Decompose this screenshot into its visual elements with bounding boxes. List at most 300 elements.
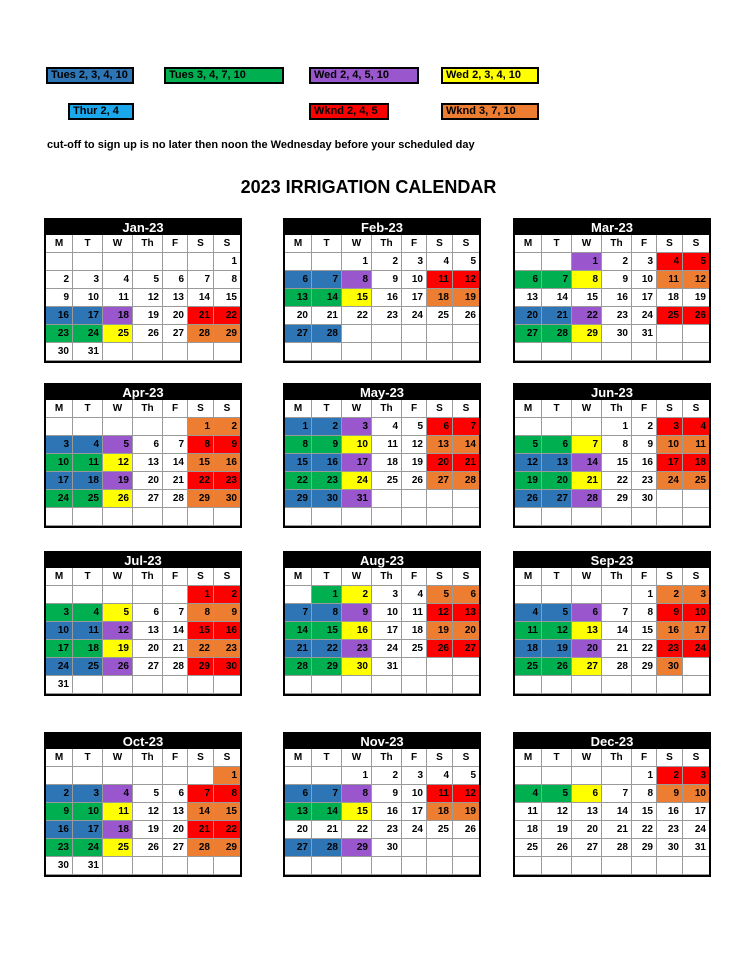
day-cell: 21: [188, 307, 214, 325]
day-cell: 11: [103, 803, 133, 821]
day-cell: [188, 857, 214, 875]
weekday-header: S: [683, 400, 709, 418]
day-cell: 25: [657, 307, 683, 325]
day-cell: 27: [163, 325, 188, 343]
weekday-header: S: [188, 235, 214, 253]
weekday-header: S: [214, 568, 240, 586]
day-cell: 2: [657, 586, 683, 604]
day-cell: [515, 418, 542, 436]
month-calendar: [513, 383, 711, 528]
day-cell: 22: [214, 821, 240, 839]
day-cell: 19: [453, 803, 479, 821]
day-cell: 14: [602, 622, 632, 640]
day-cell: 7: [542, 271, 572, 289]
day-cell: 24: [657, 472, 683, 490]
day-cell: 14: [285, 622, 312, 640]
day-cell: 6: [163, 785, 188, 803]
day-cell: 26: [453, 821, 479, 839]
day-cell: 28: [312, 839, 342, 857]
month-title: May-23: [285, 385, 479, 400]
day-cell: 26: [103, 658, 133, 676]
day-cell: 7: [312, 785, 342, 803]
day-cell: 14: [542, 289, 572, 307]
day-cell: 6: [572, 604, 602, 622]
day-cell: 20: [133, 640, 163, 658]
day-cell: 17: [657, 454, 683, 472]
day-cell: [602, 857, 632, 875]
day-cell: 24: [46, 490, 73, 508]
day-cell: 1: [188, 586, 214, 604]
day-cell: 27: [542, 490, 572, 508]
day-cell: 22: [572, 307, 602, 325]
day-cell: 2: [46, 785, 73, 803]
day-cell: 15: [214, 289, 240, 307]
day-cell: 25: [515, 839, 542, 857]
day-cell: [133, 767, 163, 785]
weekday-header: Th: [133, 568, 163, 586]
day-cell: [657, 676, 683, 694]
weekday-header: S: [214, 749, 240, 767]
day-cell: 28: [163, 658, 188, 676]
day-cell: [133, 676, 163, 694]
day-cell: 19: [103, 640, 133, 658]
day-cell: 9: [312, 436, 342, 454]
day-cell: 15: [632, 622, 657, 640]
day-cell: 6: [133, 604, 163, 622]
day-cell: 28: [312, 325, 342, 343]
day-cell: 16: [602, 289, 632, 307]
day-cell: 30: [214, 490, 240, 508]
day-cell: 13: [285, 289, 312, 307]
day-cell: [515, 343, 542, 361]
day-cell: 15: [214, 803, 240, 821]
day-cell: [342, 343, 372, 361]
day-cell: 26: [402, 472, 427, 490]
weekday-header: S: [214, 400, 240, 418]
day-cell: 6: [133, 436, 163, 454]
weekday-header: W: [103, 749, 133, 767]
day-cell: 10: [402, 271, 427, 289]
day-cell: 9: [657, 604, 683, 622]
day-cell: 28: [163, 490, 188, 508]
day-cell: [133, 586, 163, 604]
weekday-header: S: [453, 235, 479, 253]
weekday-header: M: [285, 749, 312, 767]
day-cell: 3: [372, 586, 402, 604]
day-cell: 22: [312, 640, 342, 658]
day-cell: [515, 508, 542, 526]
day-cell: 13: [133, 622, 163, 640]
month-title: Feb-23: [285, 220, 479, 235]
weekday-header: W: [572, 749, 602, 767]
weekday-header: M: [515, 568, 542, 586]
day-cell: 12: [402, 436, 427, 454]
day-cell: 13: [453, 604, 479, 622]
day-cell: 21: [163, 472, 188, 490]
day-cell: 27: [285, 839, 312, 857]
day-cell: [188, 676, 214, 694]
day-cell: 8: [632, 604, 657, 622]
day-cell: [602, 586, 632, 604]
day-cell: 17: [73, 821, 103, 839]
day-cell: [572, 767, 602, 785]
weekday-header: T: [542, 400, 572, 418]
day-cell: 12: [133, 289, 163, 307]
day-cell: 7: [188, 271, 214, 289]
day-cell: 8: [214, 271, 240, 289]
day-cell: 30: [602, 325, 632, 343]
day-cell: [285, 343, 312, 361]
day-cell: 1: [342, 767, 372, 785]
month-title: Aug-23: [285, 553, 479, 568]
day-cell: 25: [427, 821, 453, 839]
day-cell: 26: [515, 490, 542, 508]
day-cell: 7: [602, 604, 632, 622]
weekday-header: M: [46, 749, 73, 767]
day-cell: 11: [515, 622, 542, 640]
day-cell: [515, 676, 542, 694]
day-cell: [133, 418, 163, 436]
day-cell: [342, 508, 372, 526]
day-cell: [402, 857, 427, 875]
weekday-header: S: [657, 568, 683, 586]
legend-item: Tues 3, 4, 7, 10: [164, 67, 284, 84]
day-cell: 25: [73, 490, 103, 508]
day-cell: 23: [632, 472, 657, 490]
legend-item: Tues 2, 3, 4, 10: [46, 67, 134, 84]
day-cell: [285, 676, 312, 694]
day-cell: 13: [163, 803, 188, 821]
day-cell: 20: [515, 307, 542, 325]
day-cell: [683, 658, 709, 676]
day-cell: 20: [542, 472, 572, 490]
weekday-header: S: [453, 568, 479, 586]
day-cell: 24: [402, 307, 427, 325]
day-cell: 31: [632, 325, 657, 343]
day-cell: [73, 418, 103, 436]
day-cell: 29: [285, 490, 312, 508]
day-cell: [402, 658, 427, 676]
day-cell: [572, 343, 602, 361]
day-cell: 13: [515, 289, 542, 307]
day-cell: 25: [73, 658, 103, 676]
day-cell: 22: [188, 472, 214, 490]
month-title: Nov-23: [285, 734, 479, 749]
day-cell: 25: [372, 472, 402, 490]
day-cell: 2: [602, 253, 632, 271]
weekday-header: M: [515, 400, 542, 418]
weekday-header: S: [453, 400, 479, 418]
day-cell: 10: [372, 604, 402, 622]
weekday-header: S: [188, 749, 214, 767]
day-cell: [188, 767, 214, 785]
day-cell: [453, 508, 479, 526]
day-cell: 20: [133, 472, 163, 490]
weekday-header: S: [683, 568, 709, 586]
day-cell: 7: [602, 785, 632, 803]
day-cell: [312, 253, 342, 271]
day-cell: 23: [602, 307, 632, 325]
day-cell: [73, 508, 103, 526]
day-cell: 27: [285, 325, 312, 343]
day-cell: 17: [683, 803, 709, 821]
day-cell: 7: [163, 604, 188, 622]
day-cell: 22: [214, 307, 240, 325]
day-cell: 10: [683, 604, 709, 622]
day-cell: 26: [103, 490, 133, 508]
day-cell: 29: [632, 839, 657, 857]
day-cell: 15: [342, 289, 372, 307]
month-calendar: [513, 732, 711, 877]
day-cell: 3: [683, 586, 709, 604]
day-cell: 4: [515, 604, 542, 622]
day-cell: [372, 676, 402, 694]
day-cell: 6: [572, 785, 602, 803]
day-cell: 6: [285, 271, 312, 289]
day-cell: 15: [188, 454, 214, 472]
day-cell: [572, 508, 602, 526]
day-cell: 5: [515, 436, 542, 454]
month-calendar: [44, 551, 242, 696]
day-cell: [427, 490, 453, 508]
day-cell: [214, 676, 240, 694]
day-cell: 14: [602, 803, 632, 821]
day-cell: 24: [342, 472, 372, 490]
day-cell: 30: [46, 343, 73, 361]
day-cell: [427, 658, 453, 676]
day-cell: 27: [133, 658, 163, 676]
day-cell: 6: [542, 436, 572, 454]
day-cell: 21: [163, 640, 188, 658]
day-cell: 13: [542, 454, 572, 472]
day-cell: [683, 490, 709, 508]
day-cell: 26: [683, 307, 709, 325]
day-cell: 13: [163, 289, 188, 307]
day-cell: 1: [214, 253, 240, 271]
weekday-header: Th: [602, 400, 632, 418]
day-cell: 9: [46, 803, 73, 821]
day-cell: [188, 253, 214, 271]
weekday-header: M: [515, 235, 542, 253]
day-cell: [602, 767, 632, 785]
day-cell: [453, 325, 479, 343]
day-cell: [602, 343, 632, 361]
day-cell: 2: [632, 418, 657, 436]
day-cell: 21: [453, 454, 479, 472]
weekday-header: W: [103, 235, 133, 253]
day-cell: [312, 508, 342, 526]
day-cell: 12: [453, 271, 479, 289]
day-cell: [683, 325, 709, 343]
day-cell: 2: [214, 586, 240, 604]
weekday-header: T: [542, 568, 572, 586]
day-cell: [133, 857, 163, 875]
day-cell: 11: [427, 271, 453, 289]
day-cell: [402, 490, 427, 508]
day-cell: 2: [372, 767, 402, 785]
day-cell: [46, 767, 73, 785]
day-cell: 30: [46, 857, 73, 875]
month-calendar: [283, 383, 481, 528]
day-cell: [188, 343, 214, 361]
day-cell: 5: [427, 586, 453, 604]
day-cell: 10: [73, 289, 103, 307]
day-cell: [103, 586, 133, 604]
weekday-header: Th: [372, 749, 402, 767]
day-cell: 8: [214, 785, 240, 803]
day-cell: 16: [372, 289, 402, 307]
day-cell: 4: [657, 253, 683, 271]
weekday-header: S: [427, 568, 453, 586]
day-cell: 13: [572, 803, 602, 821]
day-cell: 15: [342, 803, 372, 821]
day-cell: [73, 253, 103, 271]
day-cell: 16: [312, 454, 342, 472]
day-cell: 3: [683, 767, 709, 785]
day-cell: [542, 767, 572, 785]
day-cell: 15: [285, 454, 312, 472]
day-cell: [657, 857, 683, 875]
day-cell: [163, 253, 188, 271]
day-cell: 10: [46, 622, 73, 640]
day-cell: 1: [602, 418, 632, 436]
day-cell: 1: [285, 418, 312, 436]
day-cell: [402, 839, 427, 857]
day-cell: 24: [372, 640, 402, 658]
weekday-header: F: [632, 568, 657, 586]
day-cell: 20: [163, 307, 188, 325]
day-cell: [214, 343, 240, 361]
day-cell: [657, 508, 683, 526]
day-cell: [103, 676, 133, 694]
day-cell: 26: [542, 658, 572, 676]
day-cell: 8: [632, 785, 657, 803]
day-cell: [163, 586, 188, 604]
weekday-header: M: [46, 568, 73, 586]
day-cell: 11: [103, 289, 133, 307]
day-cell: [188, 508, 214, 526]
day-cell: 3: [73, 785, 103, 803]
day-cell: 30: [214, 658, 240, 676]
weekday-header: T: [312, 235, 342, 253]
weekday-header: W: [342, 235, 372, 253]
day-cell: 6: [515, 271, 542, 289]
day-cell: 5: [542, 785, 572, 803]
month-calendar: [513, 218, 711, 363]
day-cell: [133, 508, 163, 526]
day-cell: 17: [632, 289, 657, 307]
day-cell: 23: [46, 839, 73, 857]
weekday-header: W: [342, 568, 372, 586]
weekday-header: M: [515, 749, 542, 767]
day-cell: 1: [572, 253, 602, 271]
day-cell: [632, 676, 657, 694]
day-cell: 23: [372, 307, 402, 325]
day-cell: 17: [46, 472, 73, 490]
day-cell: 5: [453, 767, 479, 785]
day-cell: 9: [632, 436, 657, 454]
day-cell: 24: [402, 821, 427, 839]
day-cell: 15: [572, 289, 602, 307]
day-cell: 27: [453, 640, 479, 658]
day-cell: [163, 676, 188, 694]
day-cell: [372, 508, 402, 526]
day-cell: 28: [453, 472, 479, 490]
weekday-header: S: [657, 749, 683, 767]
day-cell: 19: [683, 289, 709, 307]
day-cell: [402, 325, 427, 343]
day-cell: 18: [73, 472, 103, 490]
day-cell: 1: [214, 767, 240, 785]
day-cell: [163, 857, 188, 875]
day-cell: 29: [214, 839, 240, 857]
weekday-header: S: [188, 568, 214, 586]
day-cell: 25: [515, 658, 542, 676]
day-cell: 15: [312, 622, 342, 640]
day-cell: 17: [46, 640, 73, 658]
day-cell: 17: [342, 454, 372, 472]
day-cell: 9: [657, 785, 683, 803]
day-cell: 6: [453, 586, 479, 604]
day-cell: 25: [427, 307, 453, 325]
month-calendar: [44, 383, 242, 528]
day-cell: [515, 253, 542, 271]
day-cell: [683, 676, 709, 694]
day-cell: 13: [427, 436, 453, 454]
day-cell: [632, 508, 657, 526]
day-cell: [657, 490, 683, 508]
day-cell: 24: [683, 821, 709, 839]
day-cell: 3: [46, 604, 73, 622]
day-cell: 29: [572, 325, 602, 343]
day-cell: 2: [372, 253, 402, 271]
day-cell: [572, 676, 602, 694]
month-calendar: [513, 551, 711, 696]
day-cell: 2: [657, 767, 683, 785]
weekday-header: S: [453, 749, 479, 767]
day-cell: 29: [214, 325, 240, 343]
day-cell: [632, 343, 657, 361]
day-cell: 26: [133, 325, 163, 343]
day-cell: 29: [312, 658, 342, 676]
day-cell: [683, 857, 709, 875]
month-title: Dec-23: [515, 734, 709, 749]
day-cell: 12: [103, 454, 133, 472]
day-cell: [46, 418, 73, 436]
day-cell: [453, 490, 479, 508]
day-cell: 11: [402, 604, 427, 622]
day-cell: 9: [342, 604, 372, 622]
month-title: Sep-23: [515, 553, 709, 568]
day-cell: 24: [683, 640, 709, 658]
day-cell: [372, 343, 402, 361]
day-cell: 26: [542, 839, 572, 857]
day-cell: [103, 253, 133, 271]
day-cell: 11: [73, 454, 103, 472]
day-cell: [285, 508, 312, 526]
day-cell: 21: [542, 307, 572, 325]
day-cell: 23: [214, 640, 240, 658]
legend-item: Wknd 2, 4, 5: [309, 103, 389, 120]
day-cell: [103, 767, 133, 785]
month-calendar: [283, 218, 481, 363]
day-cell: 20: [163, 821, 188, 839]
day-cell: [542, 343, 572, 361]
day-cell: [214, 508, 240, 526]
day-cell: 10: [46, 454, 73, 472]
day-cell: 6: [163, 271, 188, 289]
day-cell: 9: [214, 436, 240, 454]
